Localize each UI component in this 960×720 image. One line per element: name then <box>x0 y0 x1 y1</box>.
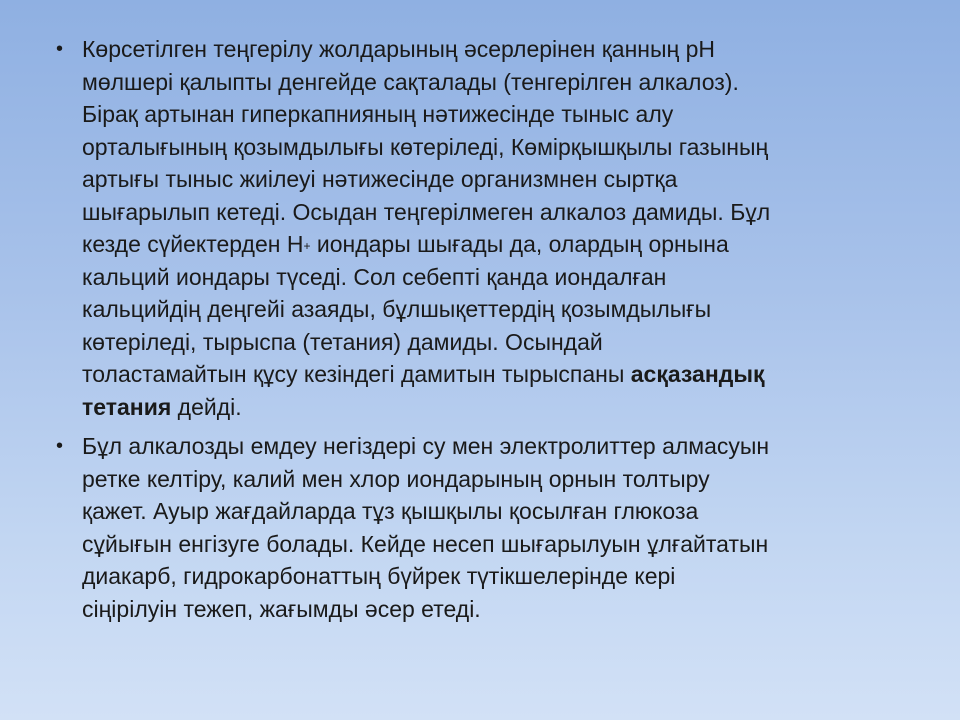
bold-term: тетания <box>82 393 172 420</box>
text-segment: толастамайтын құсу кезіндегі дамитын тырыспаны <box>82 361 631 387</box>
bullet-dot-icon: • <box>56 435 64 457</box>
slide-body <box>56 33 916 632</box>
text-line: Бірақ артынан гиперкапнияның нәтижесінде тыныс алу <box>82 101 674 127</box>
text-line: кальцийдің деңгейі азаяды, бұлшықеттердің қозымдылығы <box>82 296 712 322</box>
text-segment: иондары шығады да, олардың орнына <box>310 231 729 257</box>
bullet-item-treatment <box>56 430 916 625</box>
text-line <box>82 228 916 261</box>
text-line <box>82 391 916 424</box>
text-segment: дейді. <box>171 393 242 420</box>
text-segment: кезде сүйектерден H <box>82 231 304 257</box>
text-line <box>82 358 916 391</box>
bullet-list <box>56 33 916 625</box>
text-line: сіңірілуін тежеп, жағымды әсер етеді. <box>82 595 481 622</box>
text-line: қажет. Ауыр жағдайларда тұз қышқылы қосылған глюкоза <box>82 498 699 524</box>
bullet-dot-icon: • <box>56 38 64 60</box>
text-line: мөлшері қалыпты денгейде сақталады (тенгерілген алкалоз). <box>82 68 739 95</box>
text-line: артығы тыныс жиілеуі нәтижесінде организмнен сыртқа <box>82 166 678 192</box>
text-line: сұйығын енгізуге болады. Кейде несеп шығарылуын ұлғайтатын <box>82 530 769 557</box>
text-line: кальций иондары түседі. Сол себепті қанда иондалған <box>82 263 667 290</box>
text-line: орталығының қозымдылығы көтеріледі, Көмірқышқылы газының <box>82 133 769 160</box>
bullet-item-alkalosis-mechanism <box>56 33 916 423</box>
text-line: шығарылып кетеді. Осыдан теңгерілмеген алкалоз дамиды. Бұл <box>82 198 771 225</box>
bold-term: асқазандық <box>630 361 765 387</box>
text-line: Бұл алкалозды емдеу негіздері су мен электролиттер алмасуын <box>82 433 770 459</box>
text-line: Көрсетілген теңгерілу жолдарының әсерлерінен қанның pH <box>82 36 716 62</box>
text-line: ретке келтіру, калий мен хлор иондарының орнын толтыру <box>82 465 710 492</box>
text-line: диакарб, гидрокарбонаттың бүйрек түтікшелерінде кері <box>82 563 676 589</box>
superscript-plus: + <box>303 239 311 253</box>
text-line: көтеріледі, тырыспа (тетания) дамиды. Осындай <box>82 328 603 355</box>
